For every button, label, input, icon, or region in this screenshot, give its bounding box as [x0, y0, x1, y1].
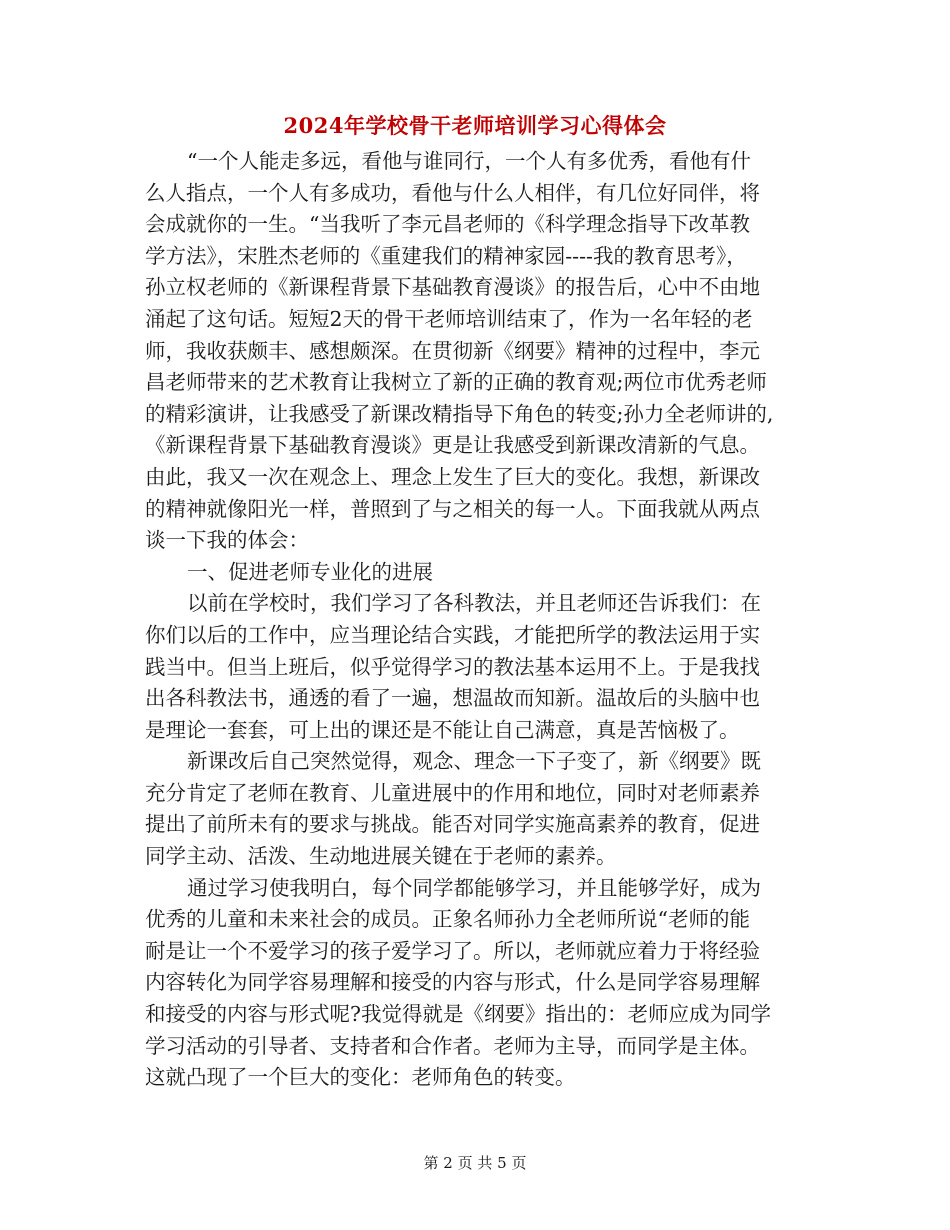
- text-line: 这就凸现了一个巨大的变化：老师角色的转变。: [145, 1065, 576, 1090]
- text-line: 由此，我又一次在观念上、理念上发生了巨大的变化。我想，新课改: [145, 464, 760, 489]
- text-line: 涌起了这句话。短短2天的骨干老师培训结束了，作为一名年轻的老: [145, 306, 753, 331]
- text-line: 提出了前所未有的要求与挑战。能否对同学实施高素养的教育，促进: [145, 812, 760, 837]
- text-line: 和接受的内容与形式呢?我觉得就是《纲要》指出的：老师应成为同学: [145, 1002, 771, 1027]
- text-line: 会成就你的一生。“当我听了李元昌老师的《科学理念指导下改革教: [145, 212, 750, 237]
- text-line: 昌老师带来的艺术教育让我树立了新的正确的教育观;两位市优秀老师: [145, 370, 767, 395]
- document-title: 2024年学校骨干老师培训学习心得体会: [283, 113, 667, 138]
- text-line: 么人指点，一个人有多成功，看他与什么人相伴，有几位好同伴，将: [145, 180, 760, 205]
- text-line: 《新课程背景下基础教育漫谈》更是让我感受到新课改清新的气息。: [145, 433, 760, 458]
- text-line: 的精神就像阳光一样，普照到了与之相关的每一人。下面我就从两点: [145, 496, 760, 521]
- text-line: 优秀的儿童和未来社会的成员。正象名师孙力全老师所说“老师的能: [145, 907, 750, 932]
- text-line: 以前在学校时，我们学习了各科教法，并且老师还告诉我们：在: [187, 591, 761, 616]
- text-line: “一个人能走多远，看他与谁同行，一个人有多优秀，看他有什: [187, 149, 751, 173]
- text-line: 的精彩演讲，让我感受了新课改精指导下角色的转变;孙力全老师讲的,: [145, 401, 774, 426]
- text-line: 是理论一套套，可上出的课还是不能让自己满意，真是苦恼极了。: [145, 717, 740, 742]
- text-line: 同学主动、活泼、生动地进展关键在于老师的素养。: [145, 844, 617, 869]
- page-footer: 第 2 页 共 5 页: [423, 1154, 527, 1172]
- text-line: 孙立权老师的《新课程背景下基础教育漫谈》的报告后，心中不由地: [145, 275, 760, 300]
- text-line: 学方法》，宋胜杰老师的《重建我们的精神家园----我的教育思考》，: [145, 243, 747, 268]
- text-line: 耐是让一个不爱学习的孩子爱学习了。所以，老师就应着力于将经验: [145, 938, 760, 963]
- text-line: 充分肯定了老师在教育、儿童进展中的作用和地位，同时对老师素养: [145, 780, 760, 805]
- text-line: 出各科教法书，通透的看了一遍，想温故而知新。温故后的头脑中也: [145, 686, 760, 711]
- text-line: 内容转化为同学容易理解和接受的内容与形式，什么是同学容易理解: [145, 970, 760, 995]
- text-line: 一、促进老师专业化的进展: [187, 559, 433, 584]
- text-line: 通过学习使我明白，每个同学都能够学习，并且能够学好，成为: [187, 875, 761, 900]
- text-line: 新课改后自己突然觉得，观念、理念一下子变了，新《纲要》既: [187, 749, 761, 774]
- text-line: 践当中。但当上班后，似乎觉得学习的教法基本运用不上。于是我找: [145, 654, 760, 679]
- text-line: 学习活动的引导者、支持者和合作者。老师为主导，而同学是主体。: [145, 1033, 760, 1058]
- text-line: 你们以后的工作中，应当理论结合实践，才能把所学的教法运用于实: [145, 622, 760, 647]
- document-body: [145, 146, 810, 1094]
- text-line: 谈一下我的体会：: [145, 528, 309, 553]
- text-line: 师，我收获颇丰、感想颇深。在贯彻新《纲要》精神的过程中，李元: [145, 338, 760, 363]
